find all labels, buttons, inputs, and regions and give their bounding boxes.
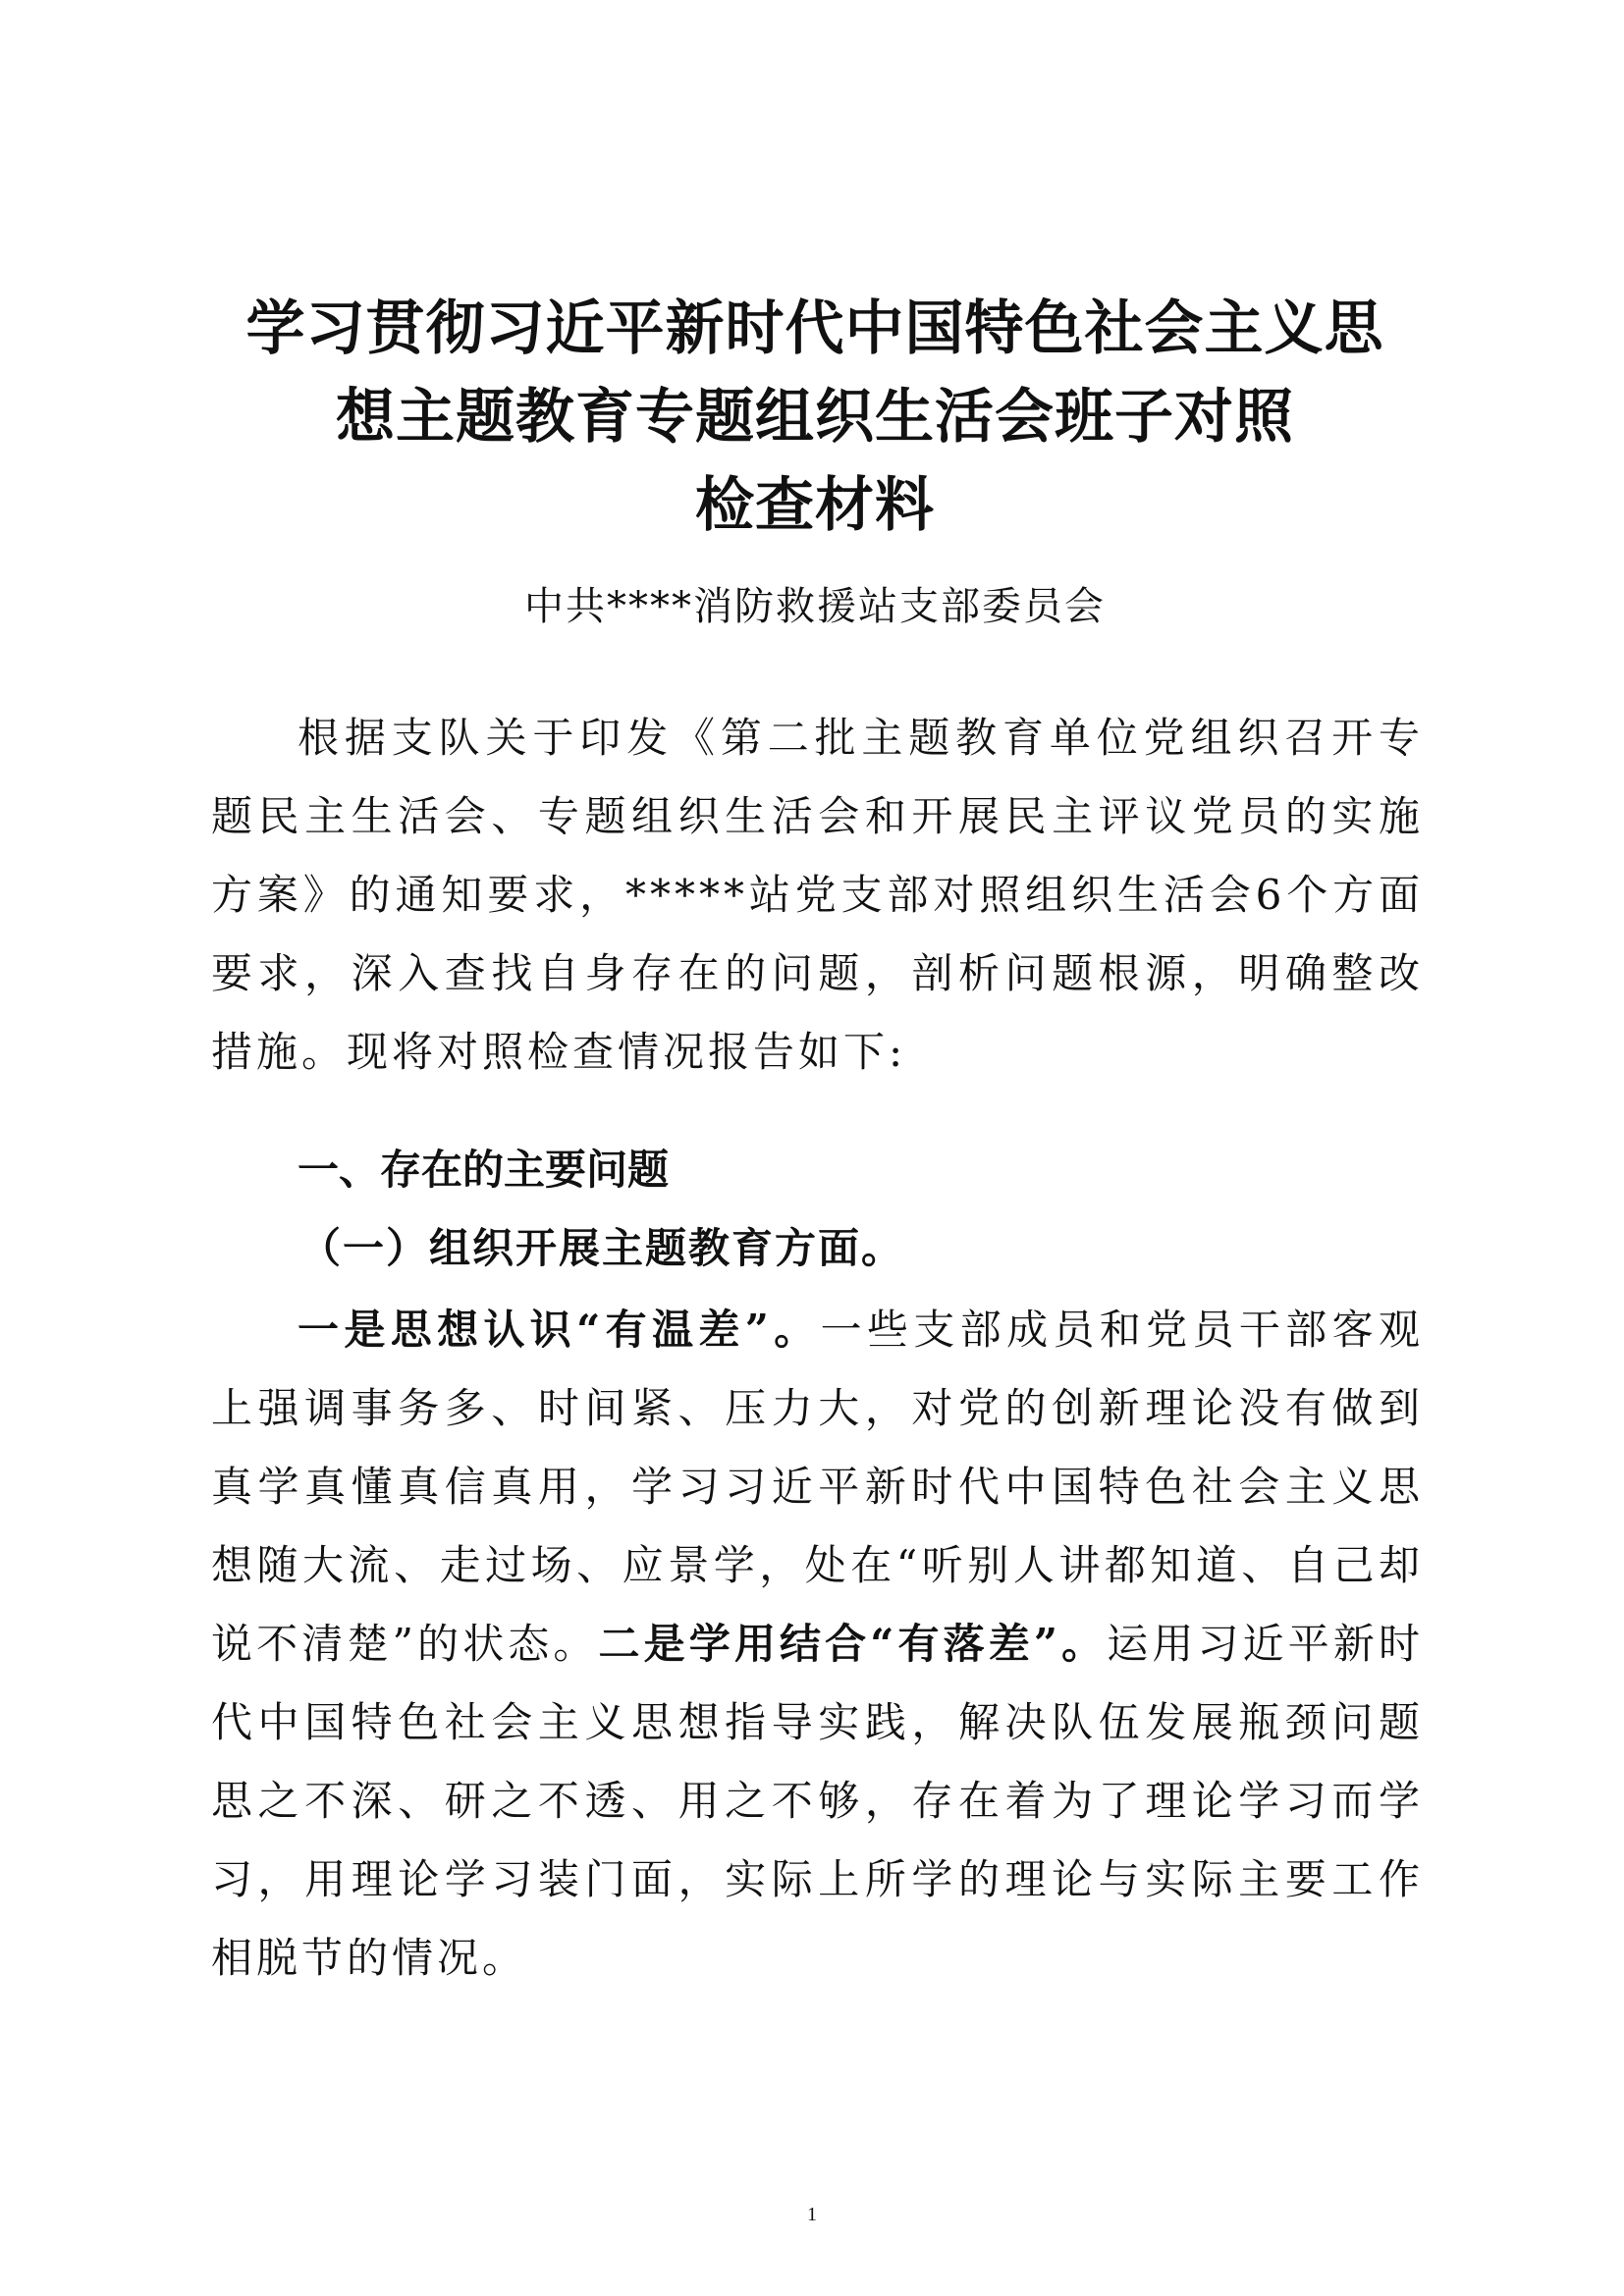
section-heading: 一、存在的主要问题 <box>298 1146 670 1194</box>
page-number: 1 <box>807 2204 817 2225</box>
document-author: 中共****消防救援站支部委员会 <box>524 584 1106 629</box>
title-line-3: 检查材料 <box>695 471 935 540</box>
issues-paragraph <box>211 1291 1424 1998</box>
title-line-2: 想主题教育专题组织生活会班子对照 <box>336 383 1294 452</box>
intro-paragraph: 根据支队关于印发《第二批主题教育单位党组织召开专题民主生活会、专题组织生活会和开展民主评议党员的实施方案》的通知要求，*****站党支部对照组织生活会6个方面要求，深入查找自身存在的问题，剖析问题根源，明确整改措施。现将对照检查情况报告如下: <box>211 714 1424 1076</box>
title-line-1: 学习贯彻习近平新时代中国特色社会主义思 <box>245 294 1384 363</box>
point2-text: 运用习近平新时代中国特色社会主义思想指导实践，解决队伍发展瓶颈问题思之不深、研之不透、用之不够，存在着为了理论学习而学习，用理论学习装门面，实际上所学的理论与实际主要工作相脱节的情况。 <box>211 1620 1424 1982</box>
subsection-heading: （一）组织开展主题教育方面。 <box>299 1224 905 1272</box>
point2-lead: 二是学用结合“有落差”。 <box>598 1620 1108 1668</box>
point1-text: 一些支部成员和党员干部客观上强调事务多、时间紧、压力大，对党的创新理论没有做到真学真懂真信真用，学习习近平新时代中国特色社会主义思想随大流、走过场、应景学，处在“听别人讲都知道、自己却说不清楚”的状态。 <box>211 1306 1424 1668</box>
point1-lead: 一是思想认识“有温差”。 <box>298 1306 821 1354</box>
